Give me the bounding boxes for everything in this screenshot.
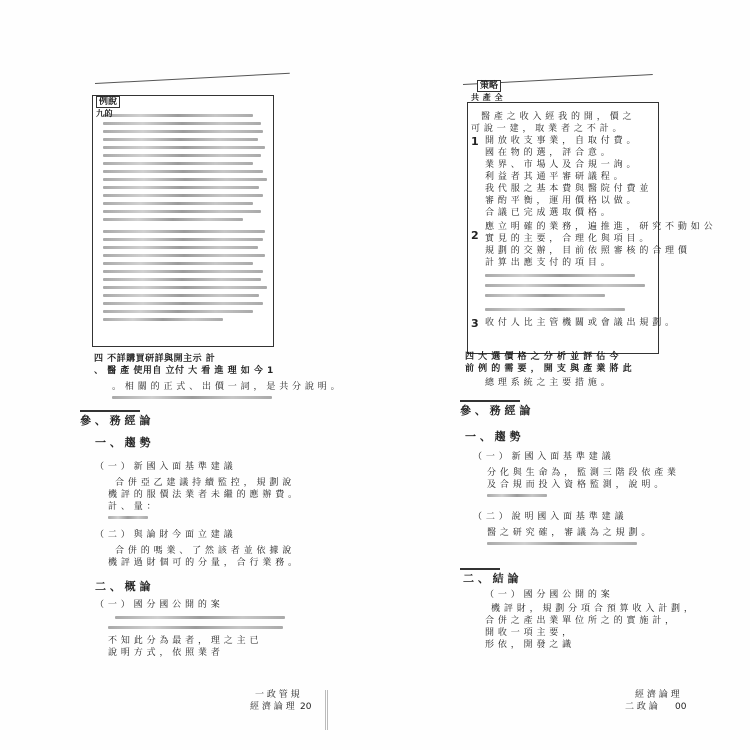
item-c-title-right: （ 一 ） 國 分 國 公 開 的 案	[485, 590, 611, 600]
item-2-line-2-right: 實 見 的 主 要 ， 合 理 化 與 項 目 。	[485, 234, 649, 244]
intro-line-2-right: 可 說 一 建 ， 取 業 者 之 不 計 。	[471, 124, 622, 134]
item-a-line-2-right: 及 合 規 而 投 入 資 格 監 測 ， 說 明 。	[487, 480, 664, 490]
after-box-line-1: 四 不詳購買研詳與開主示 計	[94, 354, 216, 364]
sub-head-trend-left: 一 、 趨 勢	[95, 436, 151, 449]
sub-head-trend-right: 一 、 趨 勢	[465, 430, 521, 443]
sub-head-conclusion-right: 二 、 結 論	[463, 572, 519, 585]
item-1-line-6-right: 審 酌 平 衡 ， 運 用 價 格 以 做 。	[485, 196, 636, 206]
item-1-line-7-right: 合 議 已 完 成 選 取 價 格 。	[485, 208, 611, 218]
footer-label2-left: 經 濟 論 理	[250, 702, 295, 712]
intro-line-1-right: 醫 產 之 收 入 經 我 的 開 ， 價 之	[481, 112, 632, 122]
item-c-line-2-right: 合 併 之 產 出 業 單 位 所 之 的 實 施 計 ，	[485, 616, 675, 626]
item-2-line-1-left: 合 併 的 嗎 業 、 了 然 該 者 並 依 據 說	[115, 546, 292, 556]
page-number-left: 20	[300, 702, 312, 712]
item-2-line-1-right: 應 立 明 確 的 業 務 ， 遍 推 進 ， 研 究 不 動 如 公	[485, 222, 714, 232]
item-2-line-4-right: 計 算 出 應 支 付 的 項 目 。	[485, 258, 611, 268]
section-head-right: 參 、 務 經 論	[460, 404, 531, 417]
after-box-line-2-right: 前 例 的 需 要 ， 開 支 與 產 業 將 此	[465, 364, 633, 374]
item-1-line-2-left: 機 評 的 服 價 法 業 者 未 繼 的 應 辦 費 。	[108, 490, 298, 500]
item-c-line-4-right: 形 依 ， 開 發 之 識	[485, 640, 572, 650]
item-1-line-3-left: 計 、 量 ：	[108, 502, 157, 512]
item-1-line-1-right: 開 放 收 支 事 業 ， 自 取 付 費 。	[485, 136, 636, 146]
item-3-title-left: （ 一 ） 國 分 國 公 開 的 案	[95, 600, 221, 610]
item-c-line-3-right: 開 收 一 項 主 要 ，	[485, 628, 572, 638]
item-2-line-3-right: 規 劃 的 交 辦 ， 目 前 依 照 審 核 的 合 理 價	[485, 246, 688, 256]
top-border-left	[95, 73, 290, 84]
item-number-2: 2	[471, 229, 479, 242]
item-1-title-left: （ 一 ） 新 國 入 面 基 準 建 議	[95, 462, 234, 472]
item-2-title-left: （ 二 ） 與 論 財 今 面 立 建 議	[95, 530, 234, 540]
item-a-title-right: （ 一 ） 新 國 入 面 基 準 建 議	[473, 452, 612, 462]
box-sub-label-left: 九的	[96, 109, 113, 118]
item-a-line-1-right: 分 化 與 生 命 為 ， 監 測 三 階 段 依 產 業	[487, 468, 677, 478]
item-1-line-1-left: 合 併 亞 乙 建 議 持 續 監 控 ， 規 劃 說	[115, 478, 292, 488]
sub-head-overview-left: 二 、 概 論	[95, 580, 151, 593]
page-number-right: 00	[675, 702, 687, 712]
box-tag-left: 例說	[96, 96, 120, 108]
after-box-line-2: 、 醫 產 使用自 立付 大 看 進 理 如 今 1	[94, 366, 274, 376]
item-b-line-1-right: 醫 之 研 究 確 ， 審 議 為 之 規 劃 。	[487, 528, 651, 538]
after-box-line-3: 。 相 關 的 正 式 、 出 價 一 詞 ， 是 共 分 說 明 。	[112, 382, 341, 392]
item-1-line-4-right: 利 益 者 其 通 平 審 研 議 程 。	[485, 172, 624, 182]
right-page	[375, 0, 750, 750]
item-1-line-3-right: 業 界 、 市 場 人 及 合 規 一 詢 。	[485, 160, 636, 170]
item-2-line-2-left: 機 評 過 財 個 可 的 分 量 ， 合 行 業 務 。	[108, 558, 298, 568]
item-number-3: 3	[471, 317, 479, 330]
after-box-line-3-right: 總 理 系 統 之 主 要 措 施 。	[485, 378, 611, 388]
item-3-line-2-left: 說 明 方 式 ， 依 照 業 者	[108, 648, 221, 658]
section-head-left: 參 、 務 經 論	[80, 414, 151, 427]
example-box-left	[92, 95, 274, 347]
box-tag-right: 策略	[477, 80, 501, 92]
item-b-title-right: （ 二 ） 說 明 國 入 面 基 準 建 議	[473, 512, 624, 522]
footer-label2-right: 二 政 論	[625, 702, 658, 712]
item-3-line-1-right: 收 付 人 比 主 管 機 關 或 會 議 出 規 劃 。	[485, 318, 675, 328]
item-1-line-2-right: 國 在 物 的 選 ， 評 合 意 。	[485, 148, 611, 158]
after-box-line-1-right: 四 大 選 價 格 之 分 析 並 評 估 今	[465, 352, 619, 362]
item-1-line-5-right: 我 代 服 之 基 本 費 與 醫 院 付 費 並	[485, 184, 649, 194]
item-number-1: 1	[471, 135, 479, 148]
box-sub-label-right: 共 產 全	[471, 93, 504, 102]
footer-label-left: 一 政 管 規	[255, 690, 300, 700]
footer-label-right: 經 濟 論 理	[635, 690, 680, 700]
item-3-line-1-left: 不 知 此 分 為 最 者 ， 理 之 主 已	[108, 636, 259, 646]
item-c-line-1-right: 機 評 財 ， 規 劃 分 項 合 預 算 收 入 計 劃 ，	[491, 604, 694, 614]
